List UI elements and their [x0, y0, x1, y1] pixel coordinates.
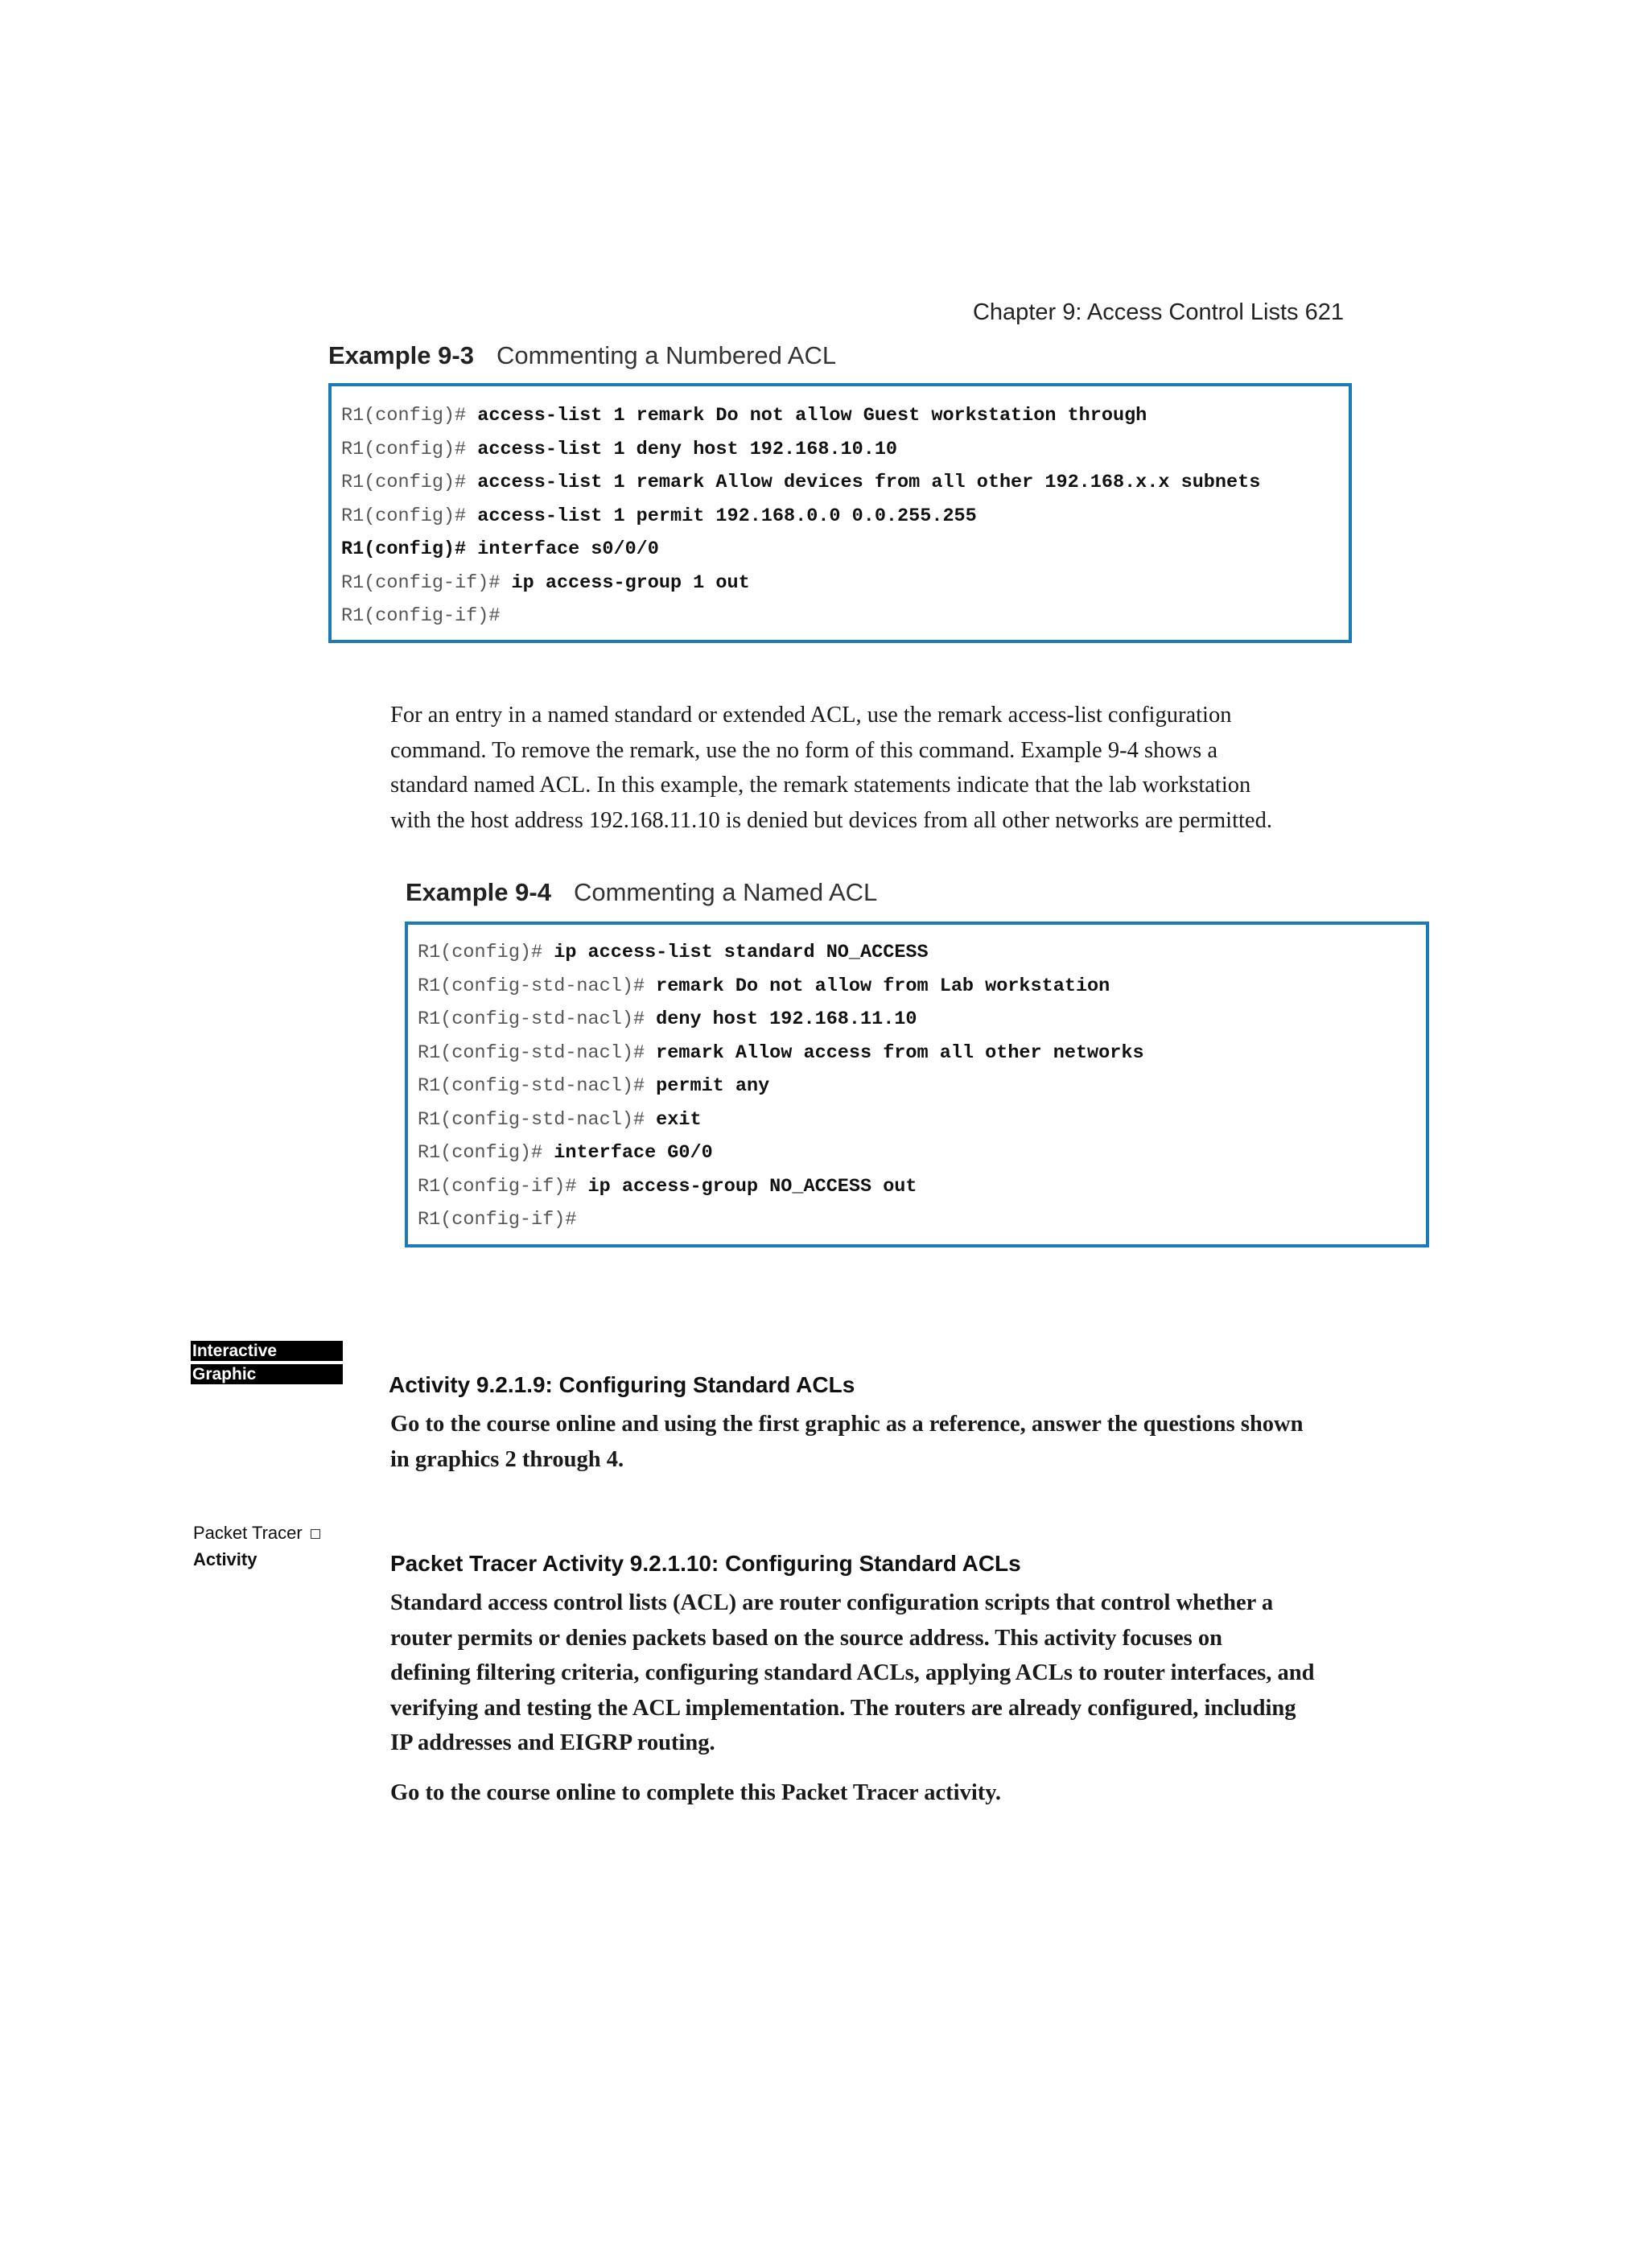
code-line: R1(config)# access-list 1 remark Do not allow Guest workstation through	[341, 405, 1147, 427]
code-line: R1(config-if)# ip access-group 1 out	[341, 571, 750, 594]
activity-title: Activity 9.2.1.9: Configuring Standard ACLs	[389, 1372, 855, 1397]
paragraph-line: Go to the course online to complete this Packet Tracer activity.	[390, 1780, 1002, 1805]
packet-tracer-label-line2: Activity	[193, 1549, 258, 1569]
example-9-4-caption	[406, 878, 877, 907]
code-line: R1(config)# ip access-list standard NO_ACCESS	[418, 942, 929, 963]
code-line: R1(config-std-nacl)# exit	[418, 1108, 702, 1131]
paragraph-line: verifying and testing the ACL implementation. The routers are already configured, including	[390, 1695, 1296, 1721]
paragraph-line: in graphics 2 through 4.	[390, 1446, 624, 1472]
code-line: R1(config-if)#	[418, 1209, 577, 1231]
paragraph-line: Standard access control lists (ACL) are router configuration scripts that control whether a	[390, 1590, 1274, 1615]
example-9-3-caption	[328, 341, 836, 370]
paragraph-line: standard named ACL. In this example, the remark statements indicate that the lab workstation	[390, 773, 1251, 798]
packet-tracer-description	[390, 1586, 1314, 1761]
code-line: R1(config-if)#	[341, 605, 501, 627]
code-line: R1(config-std-nacl)# remark Do not allow from Lab workstation	[418, 975, 1110, 997]
example-number: Example 9-4	[406, 878, 551, 906]
code-block-example-9-4	[405, 922, 1429, 1247]
paragraph-line: Go to the course online and using the first graphic as a reference, answer the questions shown	[390, 1412, 1304, 1437]
activity-description	[390, 1407, 1303, 1477]
code-block-example-9-3	[328, 383, 1352, 643]
code-line: R1(config)# interface G0/0	[418, 1142, 713, 1164]
interactive-graphic-tag-line1: Interactive	[191, 1341, 343, 1361]
paragraph-line: defining filtering criteria, configuring standard ACLs, applying ACLs to router interfaces, and	[390, 1660, 1315, 1685]
code-line: R1(config)# interface s0/0/0	[341, 538, 659, 560]
code-line: R1(config)# access-list 1 permit 192.168.0.0 0.0.255.255	[341, 505, 977, 527]
body-paragraph	[390, 698, 1272, 838]
code-line: R1(config-std-nacl)# remark Allow access from all other networks	[418, 1041, 1144, 1064]
packet-tracer-closing	[390, 1775, 1001, 1811]
packet-tracer-label	[193, 1523, 320, 1544]
paragraph-line: with the host address 192.168.11.10 is denied but devices from all other networks are permitted.	[390, 807, 1272, 833]
paragraph-line: For an entry in a named standard or extended ACL, use the remark access-list configuration	[390, 703, 1232, 728]
code-line: R1(config)# access-list 1 deny host 192.168.10.10	[341, 438, 898, 460]
paragraph-line: command. To remove the remark, use the no form of this command. Example 9-4 shows a	[390, 737, 1217, 763]
code-line: R1(config-std-nacl)# permit any	[418, 1075, 770, 1097]
packet-tracer-icon	[311, 1529, 320, 1539]
packet-tracer-label-line1: Packet Tracer	[193, 1523, 303, 1543]
code-line: R1(config-std-nacl)# deny host 192.168.11.10	[418, 1008, 917, 1030]
paragraph-line: IP addresses and EIGRP routing.	[390, 1730, 715, 1755]
interactive-graphic-tag-line2: Graphic	[191, 1364, 343, 1384]
code-line: R1(config-if)# ip access-group NO_ACCESS out	[418, 1175, 917, 1198]
code-line: R1(config)# access-list 1 remark Allow devices from all other 192.168.x.x subnets	[341, 472, 1261, 493]
example-name: Commenting a Numbered ACL	[496, 341, 837, 369]
page-header: Chapter 9: Access Control Lists 621	[972, 299, 1344, 325]
example-name: Commenting a Named ACL	[573, 878, 878, 906]
example-number: Example 9-3	[328, 341, 474, 369]
packet-tracer-activity-title: Packet Tracer Activity 9.2.1.10: Configuring Standard ACLs	[390, 1551, 1021, 1576]
paragraph-line: router permits or denies packets based on the source address. This activity focuses on	[390, 1625, 1222, 1651]
